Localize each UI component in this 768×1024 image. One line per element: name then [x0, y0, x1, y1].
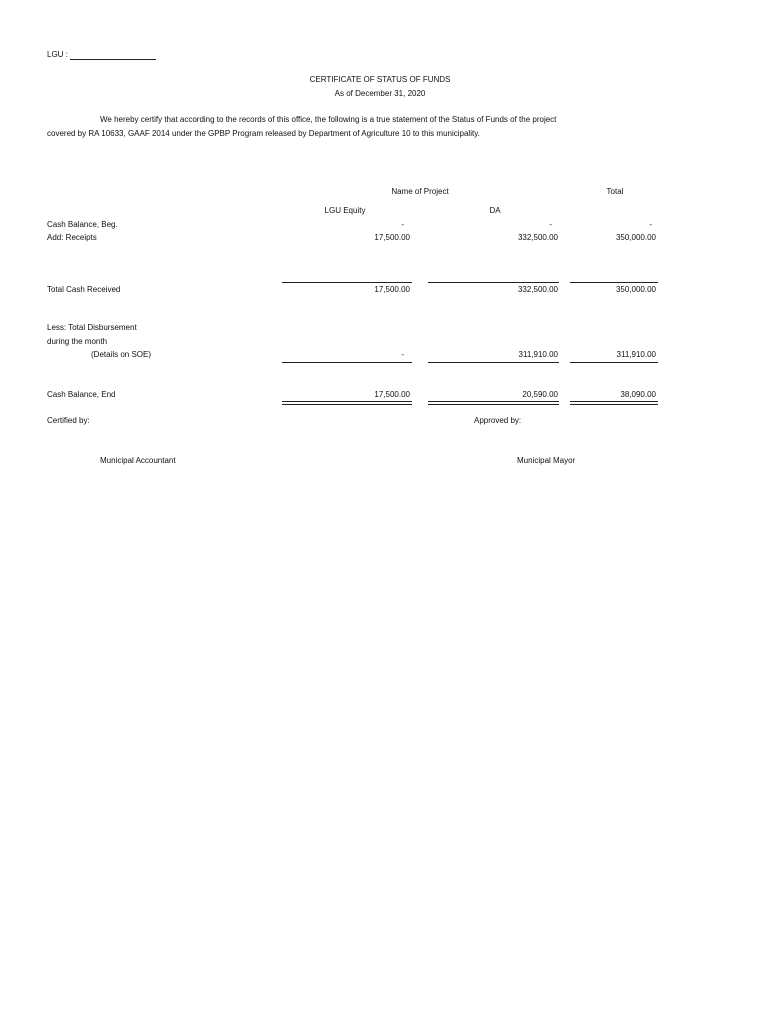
total-received-rule-2 [428, 282, 559, 283]
total-header: Total [606, 187, 624, 196]
row-beg-total: - [649, 220, 652, 229]
col-da-header: DA [489, 206, 501, 215]
col-lgu-equity-header: LGU Equity [324, 206, 366, 215]
disb-rule-2 [428, 362, 559, 363]
municipal-mayor-label: Municipal Mayor [517, 456, 576, 465]
project-header: Name of Project [391, 187, 449, 196]
row-disb-total: 311,910.00 [616, 350, 656, 359]
row-total-received-total: 350,000.00 [615, 285, 656, 294]
intro-line-2: covered by RA 10633, GAAF 2014 under the GPBP Program released by Department of Agriculture 10 to this municipality. [47, 129, 480, 138]
row-end-total: 38,090.00 [620, 390, 656, 399]
municipal-accountant-label: Municipal Accountant [100, 456, 176, 465]
row-beg-lgu: - [401, 220, 404, 229]
row-total-received-label: Total Cash Received [47, 285, 121, 294]
row-end-da: 20,590.00 [522, 390, 558, 399]
row-disb-label-3: (Details on SOE) [91, 350, 152, 359]
row-disb-label-2: during the month [47, 337, 108, 346]
lgu-label: LGU : [47, 50, 68, 59]
end-double-rule-2 [428, 401, 559, 405]
end-double-rule-3 [570, 401, 658, 405]
disb-rule-1 [282, 362, 412, 363]
row-beg-label: Cash Balance, Beg. [47, 220, 118, 229]
document-title: CERTIFICATE OF STATUS OF FUNDS [309, 75, 451, 84]
intro-line-1: We hereby certify that according to the records of this office, the following is a true statement of the Status of Funds of the project [100, 115, 557, 124]
disb-rule-3 [570, 362, 658, 363]
end-double-rule-1 [282, 401, 412, 405]
row-end-label: Cash Balance, End [47, 390, 116, 399]
row-total-received-da: 332,500.00 [517, 285, 558, 294]
row-end-lgu: 17,500.00 [374, 390, 410, 399]
row-receipts-da: 332,500.00 [517, 233, 558, 242]
row-receipts-total: 350,000.00 [615, 233, 656, 242]
row-beg-da: - [549, 220, 552, 229]
approved-by-label: Approved by: [474, 416, 522, 425]
row-disb-da: 311,910.00 [518, 350, 558, 359]
row-total-received-lgu: 17,500.00 [374, 285, 410, 294]
total-received-rule-1 [282, 282, 412, 283]
document-date: As of December 31, 2020 [334, 89, 426, 98]
row-disb-label-1: Less: Total Disbursement [47, 323, 137, 332]
total-received-rule-3 [570, 282, 658, 283]
row-receipts-label: Add: Receipts [47, 233, 97, 242]
row-receipts-lgu: 17,500.00 [374, 233, 410, 242]
lgu-blank-line [70, 59, 156, 60]
row-disb-lgu: - [401, 350, 404, 359]
certified-by-label: Certified by: [47, 416, 90, 425]
